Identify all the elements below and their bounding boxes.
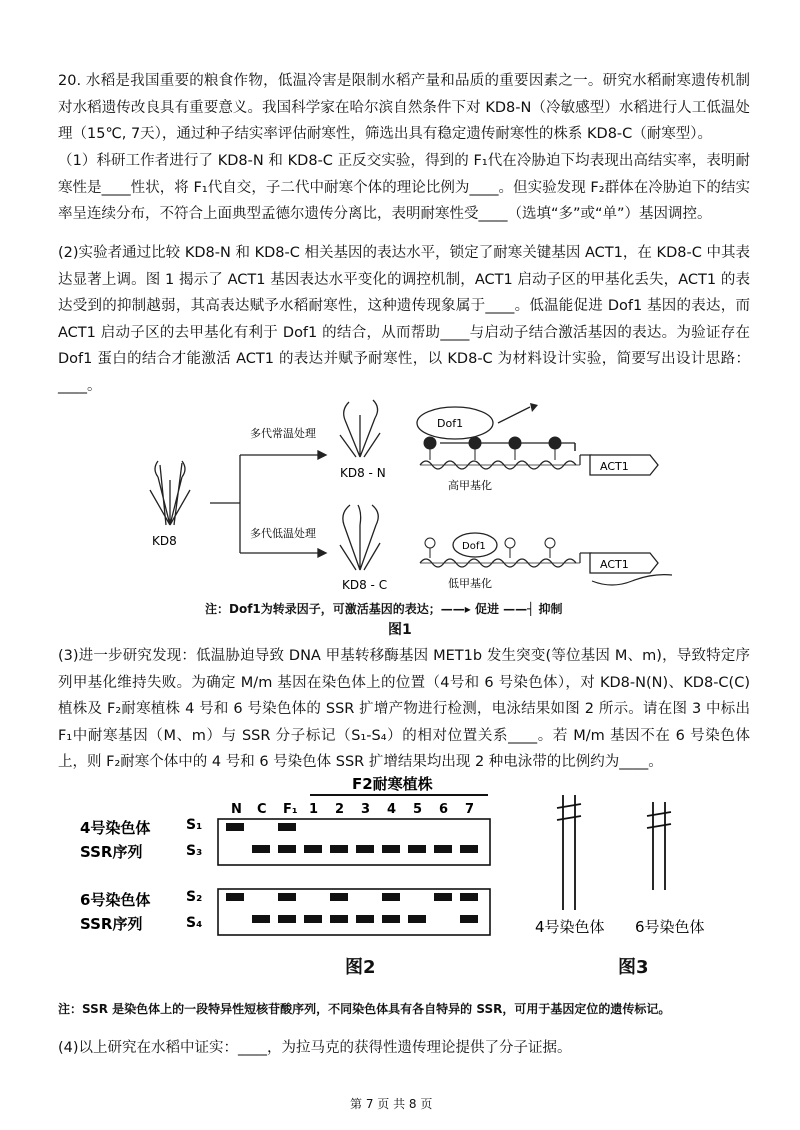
lane-label: 1 (309, 802, 319, 817)
figure-1-note: 注：Dof1为转录因子，可激活基因的表达；——▸ 促进 ——┤ 抑制 (205, 602, 563, 616)
top-mechanism (417, 403, 658, 492)
gel-band (460, 845, 478, 853)
figure-2-gel (80, 775, 520, 985)
lane-label: F₁ (283, 802, 298, 817)
gel-band (408, 845, 426, 853)
lane-label: 3 (361, 802, 371, 817)
kd8-c-plant-icon (340, 505, 380, 570)
gel-band (408, 915, 426, 923)
act1-bottom-label: ACT1 (600, 558, 629, 571)
figure-1-diagram (130, 385, 690, 595)
question-intro: 20. 水稻是我国重要的粮食作物，低温冷害是限制水稻产量和品质的重要因素之一。研究水稻耐寒遗传机制对水稻遗传改良具有重要意义。我国科学家在哈尔滨自然条件下对 KD8-N（冷敏感型）水稻进行人工低温处理（15℃, 7天），通过种子结实率评估耐寒性，筛选出具有稳定遗传耐寒性的株系 KD8-C（耐寒型）。 (58, 73, 750, 142)
chr4-label: 4号染色体 (535, 918, 605, 936)
gel-band (252, 915, 270, 923)
low-methylation-label: 低甲基化 (448, 577, 492, 590)
gel-band (278, 823, 296, 831)
gel-band (434, 845, 452, 853)
dof1-bottom-label: Dof1 (462, 541, 486, 552)
marker-label: S₁ (186, 817, 203, 833)
chr6-label: 6号染色体 (80, 891, 151, 909)
chr4-ssr-label: SSR序列 (80, 843, 143, 861)
kd8-n-plant-icon (340, 400, 380, 457)
gel-band (278, 893, 296, 901)
lane-label: N (231, 802, 242, 817)
chr4-label: 4号染色体 (80, 819, 151, 837)
kd8-c-label: KD8 - C (342, 578, 388, 592)
question-part-1: （1）科研工作者进行了 KD8-N 和 KD8-C 正反交实验，得到的 F₁代在冷胁迫下均表现出高结实率，表明耐寒性是____性状，将 F₁代自交，子二代中耐寒个体的理论比例为____。但实验发现 F₂群体在冷胁迫下的结实率呈连续分布，不符合上面典型孟德尔遗传分离比，表明耐寒性受____（选填“多”或“单”）基因调控。 (58, 153, 750, 222)
mrna-icon (592, 575, 672, 585)
chromosome-6-pair (647, 802, 671, 890)
gel-band (330, 845, 348, 853)
gel-band (382, 915, 400, 923)
question-part-2: (2)实验者通过比较 KD8-N 和 KD8-C 相关基因的表达水平，锁定了耐寒关键基因 ACT1，在 KD8-C 中其表达显著上调。图 1 揭示了 ACT1 基因表达水平变化的调控机制，ACT1 启动子区的甲基化丢失，ACT1 的表达受到的抑制越弱，其高表达赋予水稻耐寒性，这种遗传现象属于____。低温能促进 Dof1 基因的表达，而 ACT1 启动子区的去甲基化有利于 Dof1 的结合，从而帮助____与启动子结合激活基因的表达。为验证存在 Dof1 蛋白的结合才能激活 ACT1 的表达并赋予耐寒性，以 KD8-C 为材料设计实验，简要写出设计思路：____。 (58, 245, 750, 394)
gel-band (226, 893, 244, 901)
gel-band (382, 893, 400, 901)
high-methylation-label: 高甲基化 (448, 479, 492, 492)
gel-band (330, 893, 348, 901)
marker-label: S₄ (186, 915, 203, 931)
bottom-arrow-label: 多代低温处理 (250, 527, 316, 540)
branch-arrows (210, 451, 326, 557)
kd8-label: KD8 (152, 534, 177, 548)
chromosome-4-pair (557, 795, 581, 910)
figure-1-caption: 图1 (388, 622, 412, 638)
gel-band (382, 845, 400, 853)
lane-label: 6 (439, 802, 449, 817)
chr6-label: 6号染色体 (635, 918, 705, 936)
gel-band (330, 915, 348, 923)
bottom-mechanism (420, 533, 672, 590)
methyl-groups-high (424, 437, 561, 460)
gel-band (304, 845, 322, 853)
figure-3-chromosomes (525, 790, 725, 940)
gel-band (226, 823, 244, 831)
question-part-3: (3)进一步研究发现：低温胁迫导致 DNA 甲基转移酶基因 MET1b 发生突变(等位基因 M、m)，导致特定序列甲基化维持失败。为确定 M/m 基因在染色体上的位置（4号和 6 号染色体），对 KD8-N(N)、KD8-C(C)植株及 F₂耐寒植株 4 号和 6 号染色体的 SSR 扩增产物进行检测，电泳结果如图 2 所示。请在图 3 中标出 F₁中耐寒基因（M、m）与 SSR 分子标记（S₁-S₄）的相对位置关系____。若 M/m 基因不在 6 号染色体上，则 F₂耐寒个体中的 4 号和 6 号染色体 SSR 扩增结果均出现 2 种电泳带的比例约为____。 (58, 648, 750, 770)
question-part-4: (4)以上研究在水稻中证实：____，为拉马克的获得性遗传理论提供了分子证据。 (58, 1040, 572, 1056)
page-footer: 第 7 页 共 8 页 (350, 1097, 433, 1111)
gel-band (356, 845, 374, 853)
gel-band (460, 915, 478, 923)
marker-label: S₂ (186, 889, 203, 905)
lane-label: 2 (335, 802, 345, 817)
marker-label: S₃ (186, 843, 203, 859)
kd8-n-label: KD8 - N (340, 466, 386, 480)
kd8-plant-icon (150, 461, 190, 525)
f2-header: F2耐寒植株 (352, 775, 433, 793)
gel-box-chr4 (218, 819, 490, 865)
gel-band (460, 893, 478, 901)
figure-3-caption: 图3 (618, 957, 649, 978)
figure-2-caption: 图2 (345, 957, 376, 978)
promote-arrow (498, 407, 530, 423)
gel-band (356, 915, 374, 923)
act1-top-label: ACT1 (600, 460, 629, 473)
gel-band (434, 893, 452, 901)
chr6-ssr-label: SSR序列 (80, 915, 143, 933)
gel-band (304, 915, 322, 923)
lane-label: C (257, 802, 267, 817)
lane-label: 5 (413, 802, 423, 817)
gel-band (278, 845, 296, 853)
top-arrow-label: 多代常温处理 (250, 427, 316, 440)
gel-band (278, 915, 296, 923)
ssr-note: 注：SSR 是染色体上的一段特异性短核苷酸序列，不同染色体具有各自特异的 SSR，可用于基因定位的遗传标记。 (58, 1002, 671, 1016)
dof1-top-label: Dof1 (437, 417, 464, 430)
lane-label: 7 (465, 802, 475, 817)
gel-band (252, 845, 270, 853)
lane-label: 4 (387, 802, 397, 817)
